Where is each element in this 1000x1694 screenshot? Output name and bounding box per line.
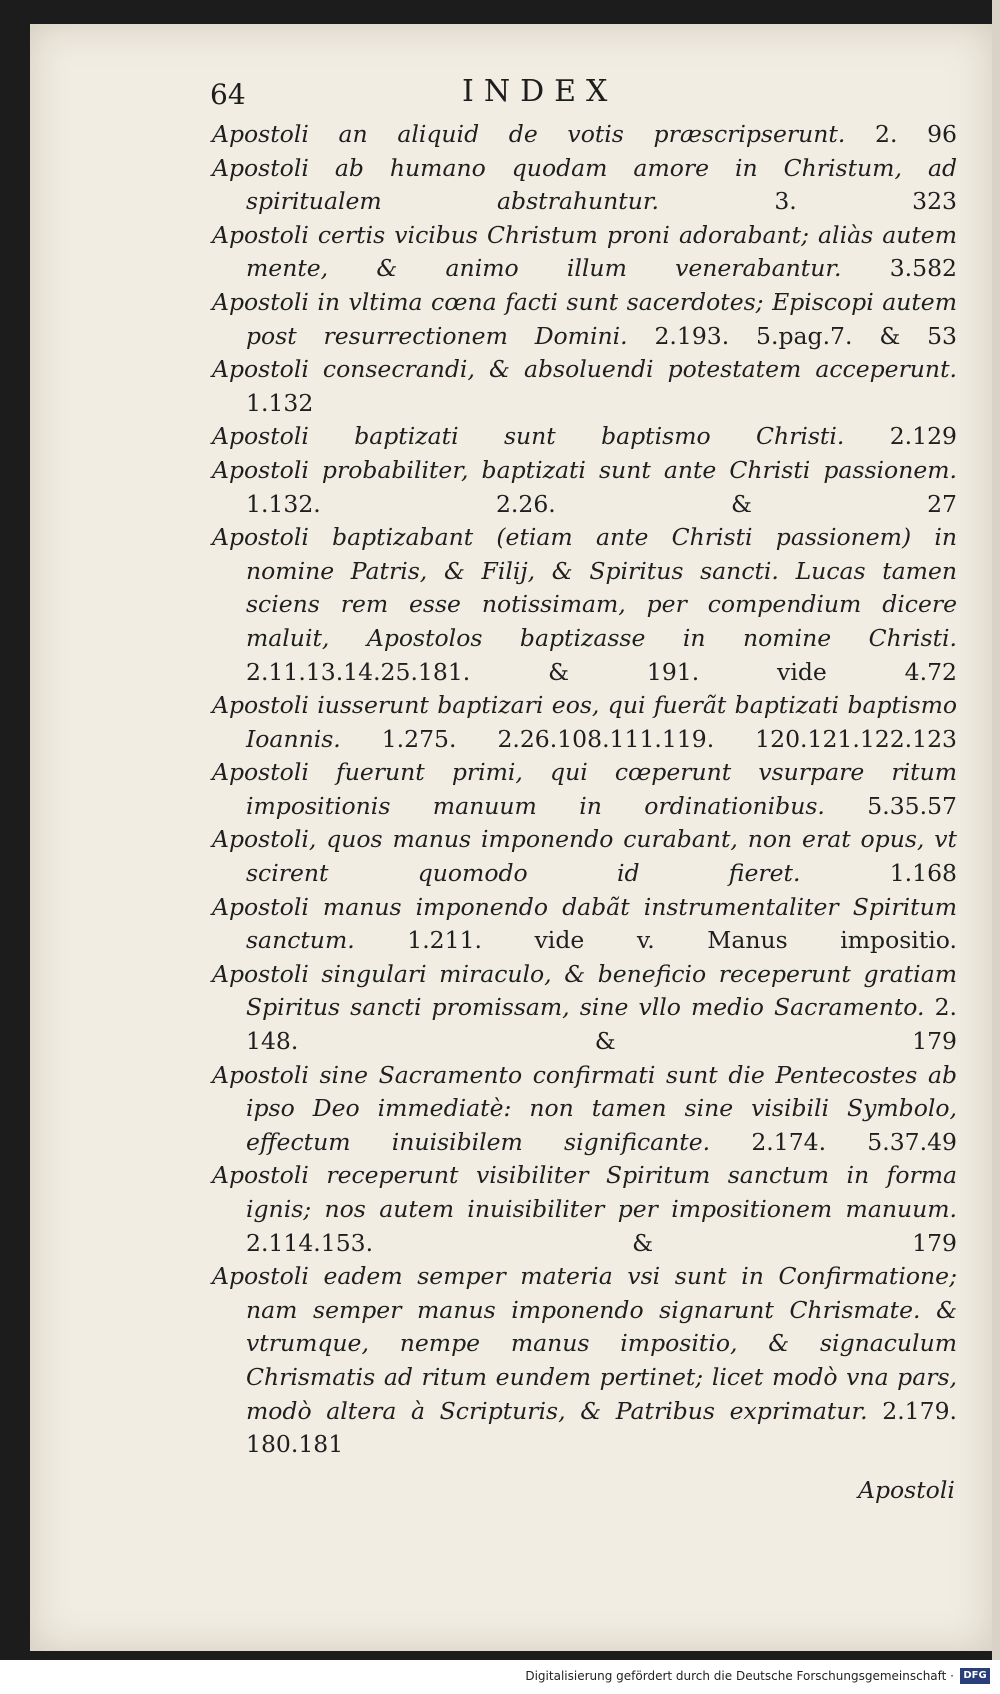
entry-text: Apostoli iusserunt baptizari eos, qui fuerãt baptizati baptismo Ioannis. bbox=[212, 691, 957, 753]
entry-reference: 2.193. 5.pag.7. & 53 bbox=[654, 321, 957, 350]
page-header bbox=[180, 70, 960, 110]
entry-text: Apostoli, quos manus imponendo curabant, non erat opus, vt scirent quomodo id fieret. bbox=[212, 825, 957, 888]
entry-text: Apostoli sine Sacramento confirmati sunt die Pentecostes ab ipso Deo immediatè: non tamen sine visibili Symbolo, effectum inuisibilem significante. bbox=[212, 1060, 957, 1156]
entry-text: Apostoli certis vicibus Christum proni adorabant; aliàs autem mente, & animo illum venerabantur. bbox=[212, 220, 957, 283]
entry-text: Apostoli manus imponendo dabãt instrumentaliter Spiritum sanctum. bbox=[212, 892, 957, 955]
entry-text: Apostoli baptizati sunt baptismo Christi. bbox=[212, 422, 845, 451]
entry-text: Apostoli eadem semper materia vsi sunt in Confirmatione; nam semper manus imponendo signarunt Chrismate. & vtrumque, nempe manus impositio, & signaculum Chrismatis ad ritum eundem pertinet; licet modò vna pars, modò altera à Scripturis, & Patribus exprimatur. bbox=[212, 1262, 957, 1425]
index-entry bbox=[212, 1260, 957, 1462]
entry-text: Apostoli fuerunt primi, qui cœperunt vsurpare ritum impositionis manuum in ordinationibus. bbox=[212, 758, 957, 820]
entry-text: Apostoli baptizabant (etiam ante Christi passionem) in nomine Patris, & Filij, & Spiritus sancti. Lucas tamen sciens rem esse notissimam, per compendium dicere maluit, Apostolos baptizasse in nomine Christi. bbox=[212, 523, 957, 652]
entry-reference: 2.179. 180.181 bbox=[246, 1396, 957, 1459]
entry-text: Apostoli an aliquid de votis præscripserunt. bbox=[212, 120, 846, 148]
entry-text: Apostoli in vltima cœna facti sunt sacerdotes; Episcopi autem post resurrectionem Domini. bbox=[212, 287, 957, 350]
entry-text: Apostoli probabiliter, baptizati sunt ante Christi passionem. bbox=[212, 455, 957, 484]
index-entry bbox=[212, 891, 957, 958]
dfg-logo: DFG bbox=[960, 1668, 990, 1684]
entry-reference: 2. 148. & 179 bbox=[246, 993, 957, 1056]
entry-text: Apostoli ab humano quodam amore in Christum, ad spiritualem abstrahuntur. bbox=[212, 153, 957, 216]
entry-reference: 3. 323 bbox=[774, 187, 957, 216]
entry-reference: 2.174. 5.37.49 bbox=[751, 1127, 957, 1156]
index-entry bbox=[212, 1059, 957, 1160]
entry-reference: 2.11.13.14.25.181. & 191. vide 4.72 bbox=[246, 657, 957, 686]
index-entry bbox=[212, 689, 957, 756]
index-entry bbox=[212, 353, 957, 420]
entry-text: Apostoli consecrandi, & absoluendi potestatem acceperunt. bbox=[212, 355, 957, 384]
entry-reference: 2. 96 bbox=[875, 120, 957, 148]
index-entry bbox=[212, 219, 957, 286]
entry-text: Apostoli receperunt visibiliter Spiritum sanctum in forma ignis; nos autem inuisibiliter per impositionem manuum. bbox=[212, 1161, 957, 1223]
footer-bar bbox=[0, 1660, 1000, 1694]
index-entry bbox=[212, 286, 957, 353]
digitization-credit: Digitalisierung gefördert durch die Deutsche Forschungsgemeinschaft · bbox=[525, 1669, 954, 1683]
entry-reference: 3.582 bbox=[889, 254, 957, 283]
index-entry bbox=[212, 1159, 957, 1260]
index-entry bbox=[212, 152, 957, 219]
entry-text: Apostoli singulari miraculo, & beneficio receperunt gratiam Spiritus sancti promissam, sine vllo medio Sacramento. bbox=[212, 959, 957, 1022]
index-entry bbox=[212, 756, 957, 823]
entry-reference: 5.35.57 bbox=[867, 791, 957, 820]
index-entry bbox=[212, 454, 957, 521]
entry-reference: 1.168 bbox=[889, 859, 957, 888]
index-entry bbox=[212, 521, 957, 689]
page-number: 64 bbox=[210, 78, 246, 111]
page-edge bbox=[992, 0, 1000, 1660]
index-entries bbox=[212, 118, 957, 1462]
index-entry bbox=[212, 420, 957, 454]
catchword: Apostoli bbox=[858, 1476, 955, 1504]
entry-reference: 2.114.153. & 179 bbox=[246, 1228, 957, 1257]
entry-reference: 1.211. vide v. Manus impositio. bbox=[407, 926, 957, 955]
index-entry bbox=[212, 823, 957, 890]
entry-reference: 2.129 bbox=[889, 422, 957, 451]
index-entry bbox=[212, 958, 957, 1059]
entry-reference: 1.132 bbox=[246, 388, 314, 417]
index-entry bbox=[212, 118, 957, 152]
entry-reference: 1.132. 2.26. & 27 bbox=[246, 489, 957, 518]
running-title: INDEX bbox=[462, 74, 618, 109]
entry-reference: 1.275. 2.26.108.111.119. 120.121.122.123 bbox=[381, 724, 957, 753]
